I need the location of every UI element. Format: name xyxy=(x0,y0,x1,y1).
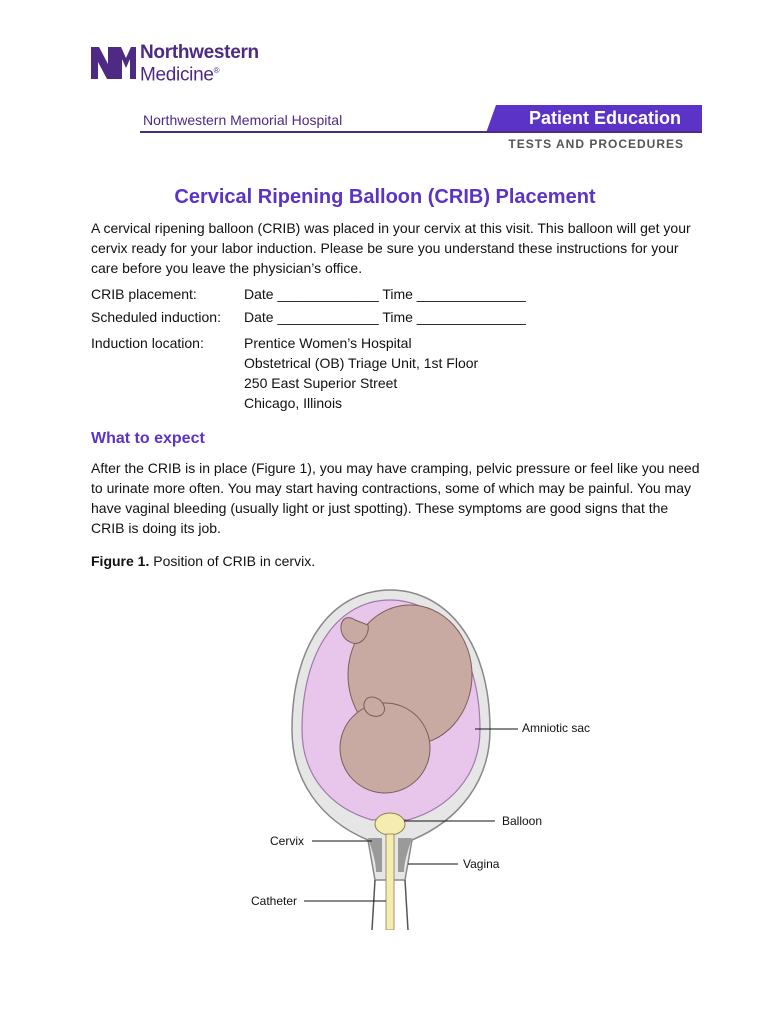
brand-name-line2: Medicine xyxy=(140,64,214,86)
label-amniotic-sac: Amniotic sac xyxy=(522,721,591,735)
category-label: Patient Education xyxy=(528,108,681,128)
crib-placement-row xyxy=(91,284,526,304)
brand-name-line1: Northwestern xyxy=(140,42,259,63)
location-line: Chicago, Illinois xyxy=(244,395,343,411)
figure-caption-text: Position of CRIB in cervix. xyxy=(149,553,316,569)
induction-value: Date _____________ Time ______________ xyxy=(244,309,526,325)
label-balloon: Balloon xyxy=(502,814,543,828)
hospital-name: Northwestern Memorial Hospital xyxy=(143,112,343,128)
location-address xyxy=(244,333,478,413)
catheter-shape xyxy=(386,834,394,930)
vagina-wall-left xyxy=(372,880,375,930)
balloon-shape xyxy=(375,813,405,835)
northwestern-medicine-logo xyxy=(90,44,259,84)
figure-caption xyxy=(91,553,315,569)
induction-label: Scheduled induction: xyxy=(91,309,221,325)
location-label: Induction location: xyxy=(91,335,204,351)
crib-placement-value: Date _____________ Time ______________ xyxy=(244,286,526,302)
crib-illustration xyxy=(240,580,620,930)
location-line: Prentice Women’s Hospital xyxy=(244,335,412,351)
header-rule xyxy=(140,131,702,133)
subcategory-label: TESTS AND PROCEDURES xyxy=(508,137,684,151)
expect-paragraph: After the CRIB is in place (Figure 1), you may have cramping, pelvic pressure or feel like you need to urinate more often. You may start having contractions, some of which may be painful. You may have vaginal bleeding (usually light or just spotting). These symptoms are good signs that the CRIB is doing its job. xyxy=(91,460,700,536)
vagina-wall-right xyxy=(405,880,408,930)
section-heading-expect: What to expect xyxy=(91,430,205,447)
location-line: 250 East Superior Street xyxy=(244,375,398,391)
registered-mark: ® xyxy=(213,66,220,75)
label-catheter: Catheter xyxy=(251,894,298,908)
label-cervix: Cervix xyxy=(270,834,305,848)
figure-number: Figure 1. xyxy=(91,553,150,569)
label-vagina: Vagina xyxy=(463,857,500,871)
location-line: Obstetrical (OB) Triage Unit, 1st Floor xyxy=(244,355,479,371)
crib-placement-label: CRIB placement: xyxy=(91,286,197,302)
nm-logo-icon xyxy=(90,44,136,80)
intro-paragraph: A cervical ripening balloon (CRIB) was placed in your cervix at this visit. This balloon will get your cervix ready for your labor induction. Please be sure you understand these instructions for your care before you leave the physician’s office. xyxy=(91,220,691,276)
induction-row xyxy=(91,307,526,327)
page-title: Cervical Ripening Balloon (CRIB) Placement xyxy=(174,186,596,208)
